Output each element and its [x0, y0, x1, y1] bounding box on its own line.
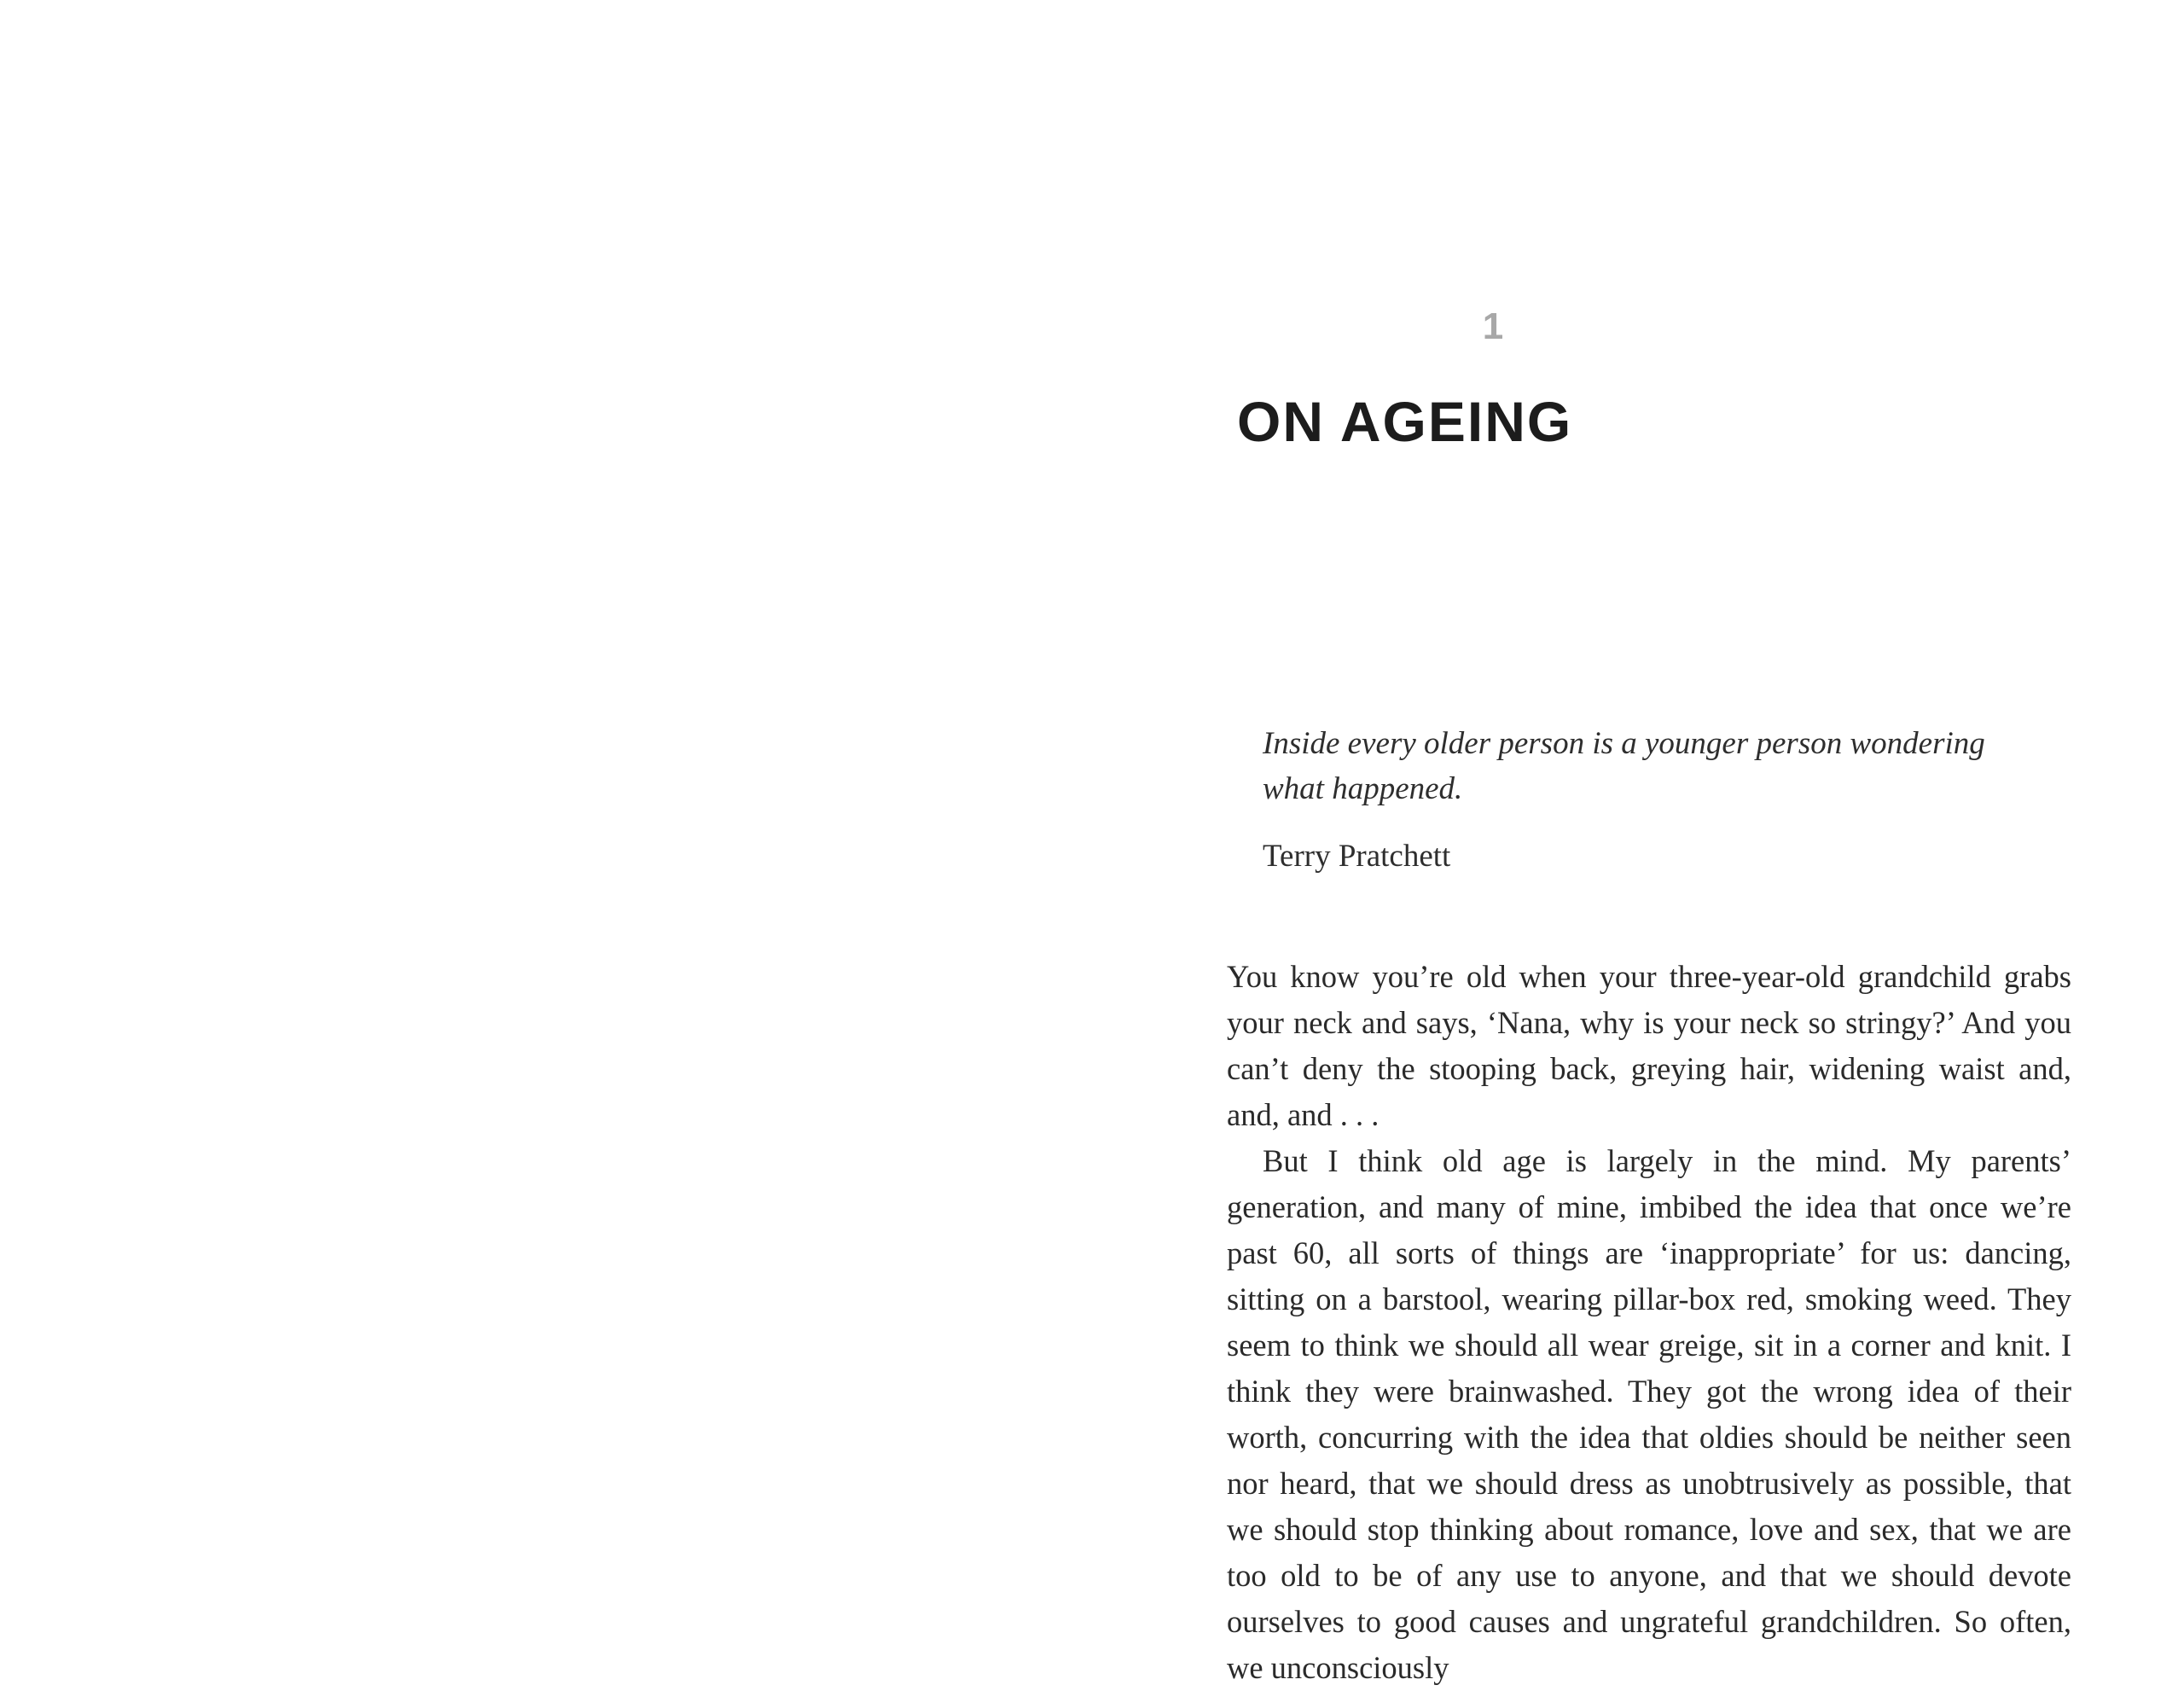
body-text: [1227, 954, 2071, 1691]
chapter-title-text: ON AGEING: [1237, 390, 1573, 453]
epigraph-quote: Inside every older person is a younger person wondering what happened.: [1263, 726, 1985, 806]
epigraph-author: Terry Pratchett: [1263, 839, 1451, 874]
chapter-title: [1237, 389, 1612, 454]
left-page-blank: [0, 0, 1092, 1671]
paragraph: You know you’re old when your three-year-old grandchild grabs your neck and says, ‘Nana, why is your neck so stringy?’ And you can’t deny the stooping back, greying hair, widening waist and, and, and . . .: [1227, 959, 2071, 1132]
right-page: [1092, 0, 2184, 1685]
chapter-number: 1: [1482, 305, 1504, 347]
paragraph: But I think old age is largely in the mind. My parents’ generation, and many of mine, imbibed the idea that once we’re past 60, all sorts of things are ‘inappropriate’ for us: dancing, sitting on a barstool, wearing pillar-box red, smoking weed. They seem to think we should all wear greige, sit in a corner and knit. I think they were brainwashed. They got the wrong idea of their worth, concurring with the idea that oldies should be neither seen nor heard, that we should dress as unobtrusively as possible, that we should stop thinking about romance, love and sex, that we are too old to be of any use to anyone, and that we should devote ourselves to good causes and ungrateful grandchildren. So often, we unconsciously: [1227, 1143, 2071, 1685]
epigraph: [1263, 721, 2030, 879]
